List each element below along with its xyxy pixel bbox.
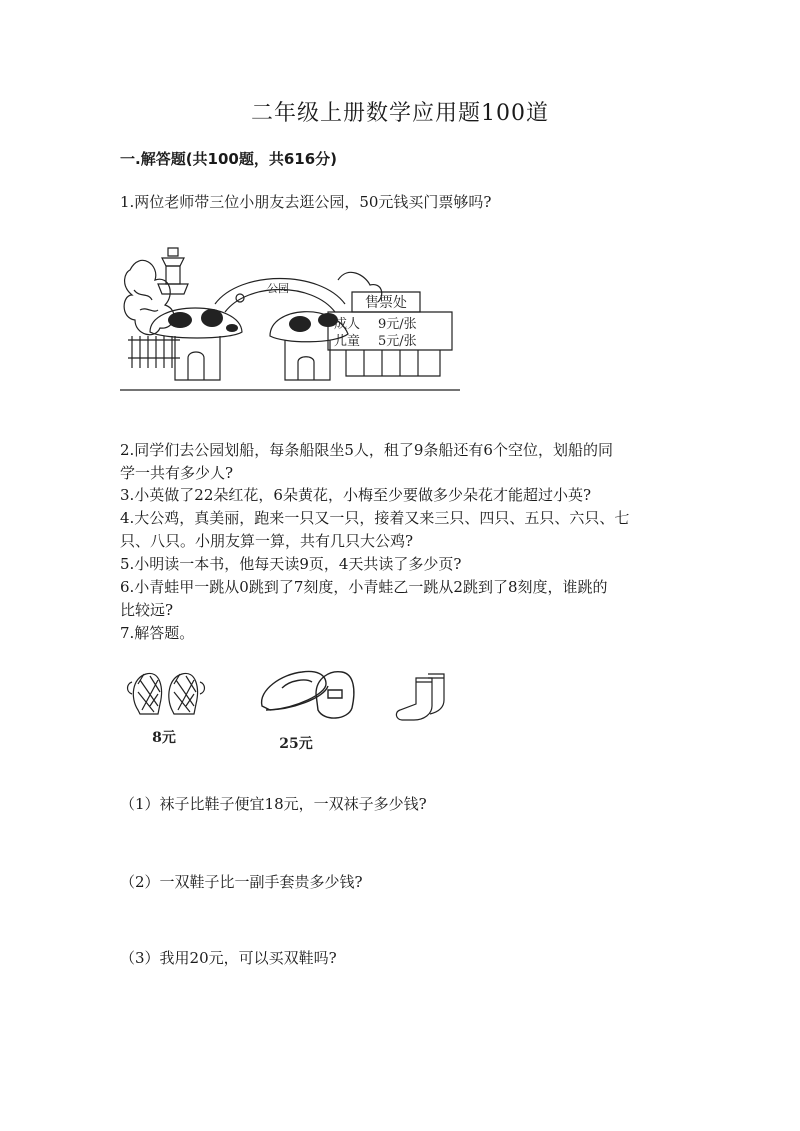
question-5: 5.小明读一本书，他每天读9页，4天共读了多少页?: [120, 555, 462, 573]
question-4-line-2: 只、八只。小朋友算一算，共有几只大公鸡?: [120, 532, 414, 550]
question-2-line-2: 学一共有多少人?: [120, 464, 234, 482]
items-illustration: [120, 660, 460, 760]
question-1: 1.两位老师带三位小朋友去逛公园，50元钱买门票够吗?: [120, 193, 492, 211]
page-title: 二年级上册数学应用题100道: [251, 101, 549, 126]
shoes-icon: [262, 672, 354, 719]
child-label: 儿童: [334, 334, 361, 349]
question-2-line-1: 2.同学们去公园划船，每条船限坐5人，租了9条船还有6个空位，划船的同: [120, 441, 613, 459]
question-3: 3.小英做了22朵红花，6朵黄花，小梅至少要做多少朵花才能超过小英?: [120, 486, 591, 504]
section-heading: 一.解答题(共100题，共616分): [120, 150, 338, 168]
ticket-sign-title: 售票处: [365, 295, 407, 311]
gate-text: 公园: [267, 282, 289, 295]
adult-price: 9元/张: [378, 317, 417, 332]
shoes-price: 25元: [279, 736, 313, 752]
socks-icon: [396, 674, 444, 720]
child-price: 5元/张: [378, 334, 417, 349]
sub-question-3: （3）我用20元，可以买双鞋吗?: [120, 949, 337, 967]
gloves-icon: [128, 673, 205, 714]
gloves-price: 8元: [152, 730, 176, 746]
sub-question-1: （1）袜子比鞋子便宜18元，一双袜子多少钱?: [120, 795, 427, 813]
park-illustration: [120, 240, 460, 400]
sub-question-2: （2）一双鞋子比一副手套贵多少钱?: [120, 873, 363, 891]
adult-label: 成人: [334, 317, 361, 332]
question-4-line-1: 4.大公鸡，真美丽，跑来一只又一只，接着又来三只、四只、五只、六只、七: [120, 509, 630, 527]
question-7: 7.解答题。: [120, 624, 195, 642]
question-6-line-2: 比较远?: [120, 601, 174, 619]
question-6-line-1: 6.小青蛙甲一跳从0跳到了7刻度，小青蛙乙一跳从2跳到了8刻度，谁跳的: [120, 578, 608, 596]
